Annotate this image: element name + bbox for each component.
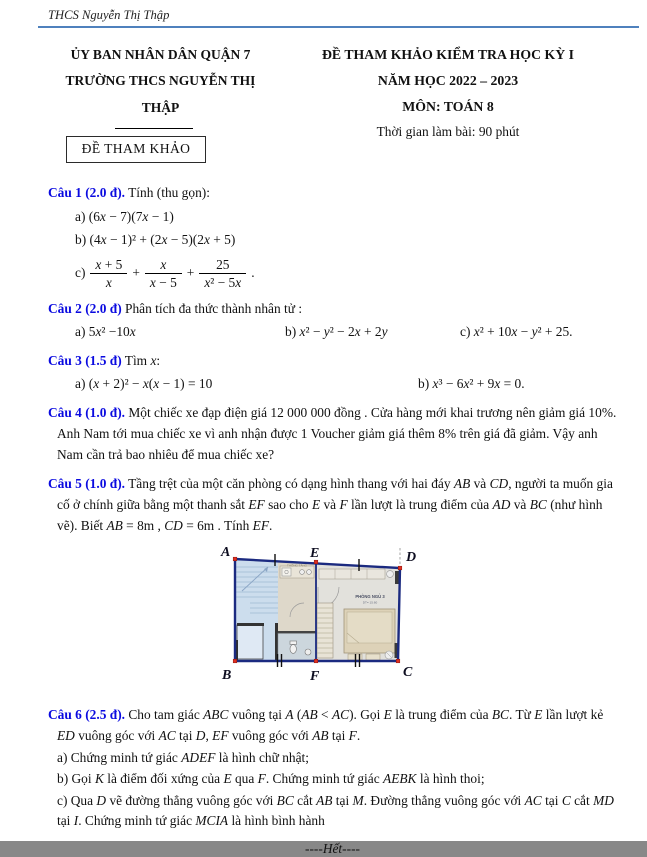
question-2-intro: Phân tích đa thức thành nhân tử : <box>125 300 303 316</box>
duration: Thời gian làm bài: 90 phút <box>376 123 520 139</box>
vertex-dot-B <box>233 659 237 663</box>
question-2-label: Câu 2 (2.0 đ) <box>48 300 122 316</box>
question-1 <box>48 183 617 290</box>
vertex-dot-C <box>396 659 400 663</box>
wall-segment <box>237 623 264 626</box>
stove-burner <box>307 570 312 575</box>
question-4-text: Một chiếc xe đạp điện giá 12 000 000 đồng . Cửa hàng mới khai trương nên giảm giá 10%. Anh Nam tới mua chiếc xe vì anh nhận được 1 Voucher giảm giá thêm 8% trên giá đã giảm. Vậy anh Nam cần trả bao nhiêu để mua chiếc xe? <box>57 405 617 462</box>
vertex-label-E: E <box>310 546 320 562</box>
header-left-block <box>48 42 273 163</box>
question-2-head <box>48 299 617 320</box>
exam-title: ĐỀ THAM KHẢO KIỂM TRA HỌC KỲ I <box>321 47 575 62</box>
toilet <box>290 645 296 654</box>
end-of-exam-marker: ----Hết---- <box>304 841 360 857</box>
fraction-3: $\frac{25}{\text{x² − 5x}}$ <box>199 257 246 290</box>
question-5-label: Câu 5 (1.0 đ). <box>48 476 126 492</box>
question-6a: a) Chứng minh tứ giác ADEF là hình chữ nhật; <box>57 749 309 765</box>
subject: MÔN: TOÁN 8 <box>402 99 494 115</box>
question-6-head <box>48 705 617 746</box>
toilet-tank <box>290 641 297 644</box>
question-2c: c) x² + 10x − y² + 25. <box>460 323 573 339</box>
plus-operator: + <box>186 265 195 281</box>
vertex-label-D: D <box>406 550 417 566</box>
question-1-intro: Tính (thu gọn): <box>128 184 210 200</box>
question-2a: a) 5x² −10x <box>75 323 136 339</box>
question-5 <box>48 474 617 536</box>
sink <box>282 568 291 576</box>
question-6b: b) Gọi K là điểm đối xứng của E qua F. Chứng minh tứ giác AEBK là hình thoi; <box>57 771 485 787</box>
vertex-label-F: F <box>310 669 320 685</box>
question-6-items <box>48 748 617 833</box>
question-6c: c) Qua D vẽ đường thẳng vuông góc với BC cắt AB tại M. Đường thẳng vuông góc với AC tại C cắt MD tại I. Chứng minh tứ giác MCIA là hình bình hành <box>57 792 614 829</box>
vertex-label-C: C <box>403 665 413 681</box>
question-1b: b) (4x − 1)² + (2x − 5)(2x + 5) <box>75 232 236 248</box>
question-2-items <box>75 322 617 343</box>
exam-type-box-wrap <box>48 136 273 163</box>
plus-operator: + <box>132 265 140 281</box>
question-1-head <box>48 183 617 204</box>
balcony <box>237 625 263 659</box>
exam-type-box: ĐỀ THAM KHẢO <box>66 136 207 163</box>
loft-label: THÔNG TẦNG <box>287 563 307 568</box>
question-3-head <box>48 351 617 372</box>
question-3b: b) x³ − 6x² + 9x = 0. <box>418 375 525 391</box>
header-rule <box>38 26 639 28</box>
period: . <box>251 265 255 281</box>
question-6-label: Câu 6 (2.5 đ). <box>48 707 126 723</box>
school-line: TRƯỜNG THCS NGUYỄN THỊ THẬP <box>65 73 256 115</box>
header-right-block <box>273 42 617 163</box>
vertex-dot-D <box>398 566 402 570</box>
question-3-intro: Tìm x: <box>124 353 161 369</box>
stove-burner <box>300 570 305 575</box>
header-left-divider <box>115 128 193 129</box>
header-columns <box>48 42 617 163</box>
question-1-label: Câu 1 (2.0 đ). <box>48 184 126 200</box>
wardrobe <box>319 569 385 579</box>
question-2 <box>48 299 617 342</box>
question-6-intro: Cho tam giác ABC vuông tại A (AB < AC). Gọi E là trung điểm của BC. Từ E lần lượt kẻ ED vuông góc với AC tại D, EF vuông góc với AB tại F. <box>57 707 604 743</box>
question-5-text: Tầng trệt của một căn phòng có dạng hình thang với hai đáy AB và CD, người ta muốn gia cố ở chính giữa bằng một thanh sắt EF sao cho E và F lần lượt là trung điểm của AD và BC (như hình vẽ). Biết AB = 8m , CD = 6m . Tính EF. <box>57 476 613 533</box>
side-table <box>387 571 394 578</box>
vertex-label-B: B <box>222 668 232 684</box>
vertex-dot-F <box>314 659 318 663</box>
question-3 <box>48 351 617 394</box>
fraction-2: $\frac{x}{x - 5}$ <box>145 257 182 290</box>
hatched-cabinet <box>317 603 333 658</box>
authority-line: ỦY BAN NHÂN DÂN QUẬN 7 <box>70 47 251 62</box>
vertex-label-A: A <box>221 545 231 561</box>
figure-wrap <box>220 545 617 697</box>
question-1a: a) (6x − 7)(7x − 1) <box>75 208 174 224</box>
question-1c <box>75 257 617 290</box>
page-header-school: THCS Nguyễn Thị Thập <box>48 8 170 22</box>
vertex-dot-A <box>233 557 237 561</box>
wall-segment <box>278 631 316 633</box>
question-1c-label: c) <box>75 265 86 281</box>
question-3a: a) (x + 2)² − x(x − 1) = 10 <box>75 375 213 391</box>
floor-plan-figure <box>220 545 425 693</box>
room-label: PHÒNG NGỦ 3 <box>355 594 385 600</box>
room-area-label: DT= 15.60 <box>362 600 378 605</box>
bathroom-area <box>278 633 316 660</box>
fraction-1: $\frac{x + 5}{x}$ <box>90 257 127 290</box>
bath-sink <box>305 649 311 655</box>
question-2b: b) x² − y² − 2x + 2y <box>285 323 388 339</box>
question-3-label: Câu 3 (1.5 đ) <box>48 353 122 369</box>
question-4 <box>48 403 617 465</box>
question-4-label: Câu 4 (1.0 đ). <box>48 405 126 421</box>
school-year: NĂM HỌC 2022 – 2023 <box>377 73 519 89</box>
foot-cabinet <box>366 654 380 660</box>
question-6 <box>48 705 617 832</box>
question-3-items <box>75 374 617 395</box>
wall-segment <box>395 571 399 584</box>
